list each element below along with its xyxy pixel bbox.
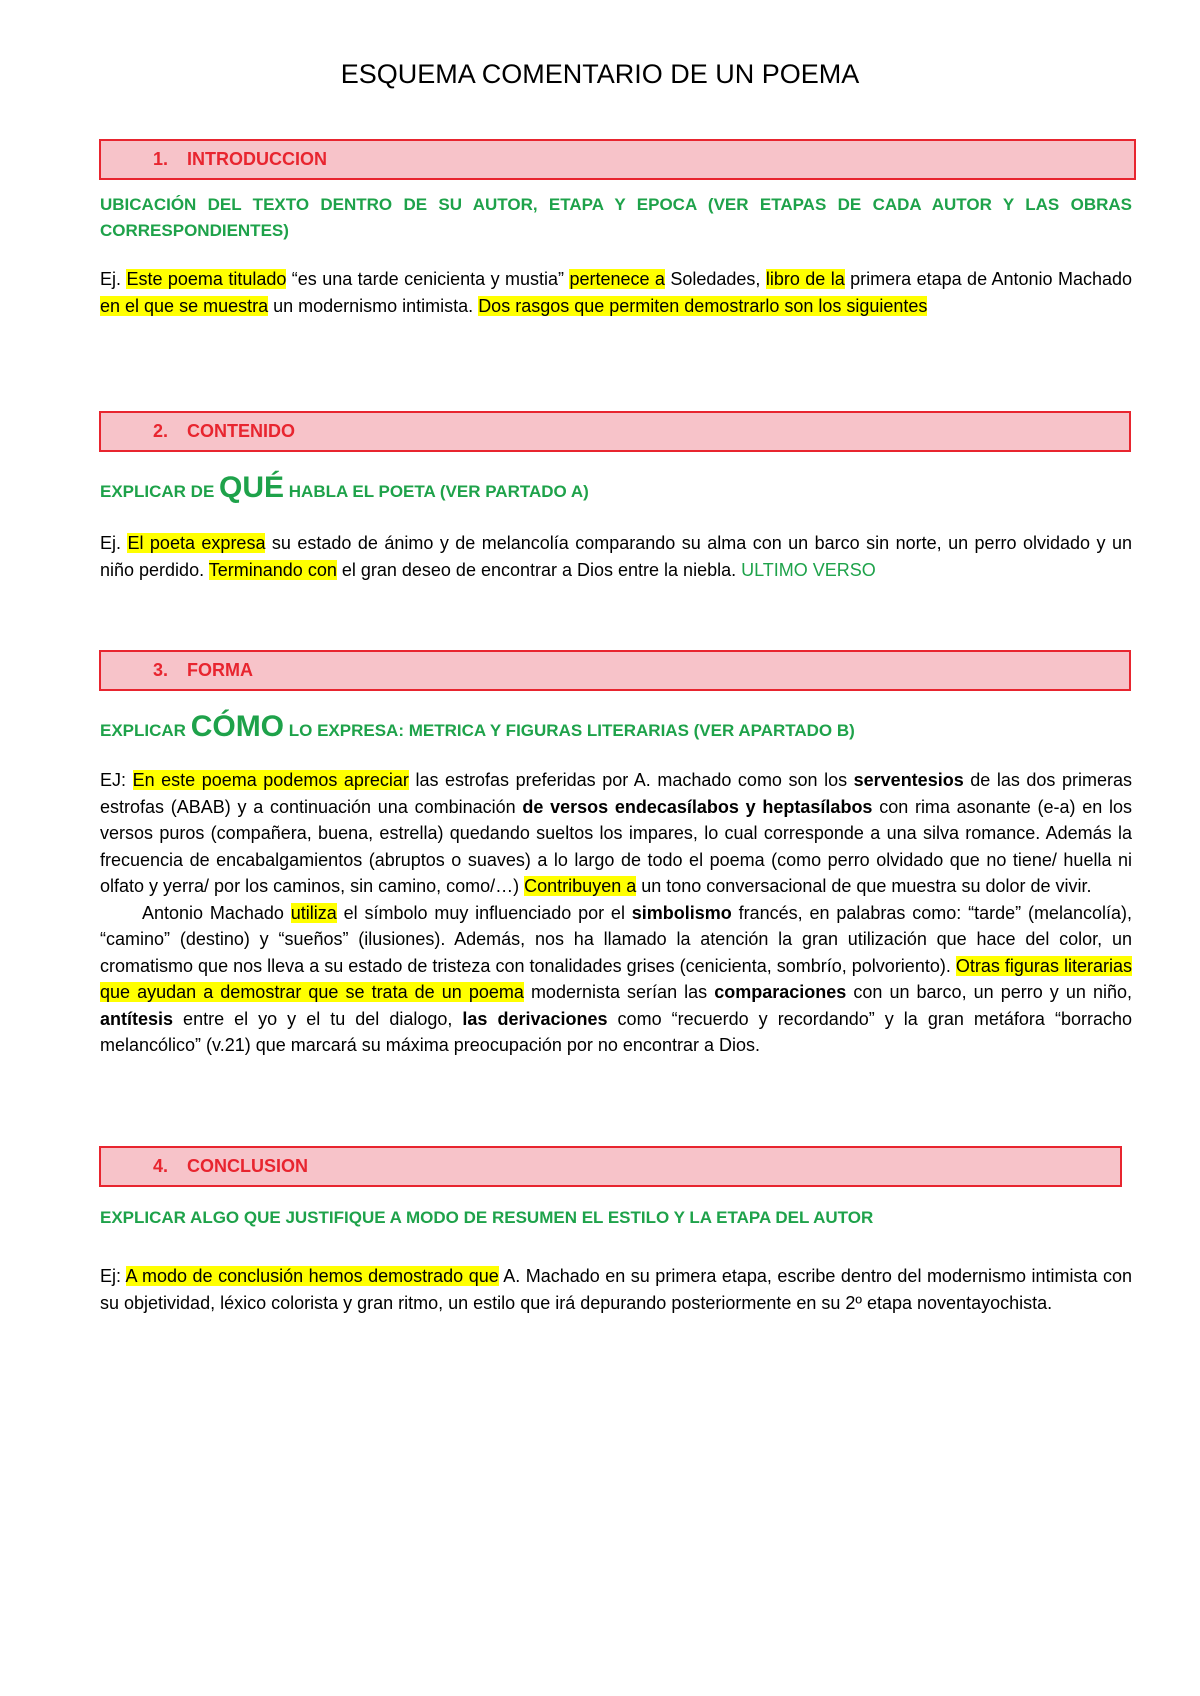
text-run: Soledades, (664, 269, 766, 289)
highlighted-phrase: En este poema podemos apreciar (132, 770, 409, 790)
text-run: las estrofas preferidas por A. machado como son los (408, 770, 854, 790)
text-run: el gran deseo de encontrar a Dios entre la niebla. (336, 559, 742, 580)
section-title: FORMA (187, 660, 253, 680)
highlighted-phrase: El poeta expresa (127, 533, 266, 553)
section-title: INTRODUCCION (187, 149, 327, 169)
text-run: un modernismo intimista. (268, 295, 479, 316)
text-run: el símbolo muy influenciado por el (336, 902, 632, 923)
bold-term: de versos endecasílabos y heptasílabos (522, 796, 873, 817)
section-header-forma (99, 650, 1131, 691)
section-title: CONTENIDO (187, 421, 295, 441)
section-title: CONCLUSION (187, 1156, 308, 1176)
subtitle-text: LO EXPRESA: METRICA Y FIGURAS LITERARIAS (VER APARTADO B) (284, 721, 855, 740)
highlighted-phrase: Dos rasgos que permiten demostrarlo son los siguientes (478, 295, 928, 316)
green-note: ULTIMO VERSO (741, 559, 876, 580)
example-paragraph (100, 767, 1132, 1059)
example-label: Ej. (100, 269, 127, 289)
bold-term: antítesis (100, 1008, 174, 1029)
text-run: de las dos primeras estrofas (ABAB) y a continuación una combinación (100, 770, 1132, 817)
text-run: modernista serían las (523, 982, 715, 1002)
example-paragraph (100, 530, 1132, 583)
subtitle-text: EXPLICAR DE (100, 482, 220, 501)
text-run: primera etapa de Antonio Machado (844, 269, 1133, 289)
highlighted-phrase: utiliza (290, 902, 337, 923)
section-subtitle (100, 710, 1132, 744)
section-number: 4. (153, 1156, 169, 1176)
section-header-contenido (99, 411, 1131, 452)
highlighted-phrase: en el que se muestra (100, 295, 269, 316)
section-subtitle: UBICACIÓN DEL TEXTO DENTRO DE SU AUTOR, ETAPA Y EPOCA (VER ETAPAS DE CADA AUTOR Y LAS OBRAS CORRESPONDIENTES) (100, 195, 1132, 240)
text-run: A. Machado en su primera etapa, escribe dentro del modernismo intimista con su objetividad, léxico colorista y gran ritmo, un estilo que irá depurando posteriormente en su 2º etapa noventayochista. (100, 1266, 1133, 1313)
text-run: con rima asonante (e-a) en los versos puros (compañera, buena, estrella) quedando sueltos los impares, lo cual corresponde a una silva romance. Además la frecuencia de encabalgamientos (abruptos o suaves) a lo largo de todo el poema (como perro olvidado que no tiene/ huella ni olfato y yerra/ por los caminos, sin camino, como/…) (100, 796, 1132, 896)
section-header-introduccion (99, 139, 1136, 180)
highlighted-phrase: pertenece a (569, 269, 665, 289)
highlighted-phrase: libro de la (765, 269, 845, 289)
bold-term: comparaciones (714, 982, 847, 1002)
subtitle-text: HABLA EL POETA (VER PARTADO A) (284, 482, 589, 501)
text-run: con un barco, un perro y un niño, (846, 982, 1132, 1002)
highlighted-phrase: Terminando con (208, 559, 337, 580)
bold-term: las derivaciones (462, 1008, 608, 1029)
bold-term: serventesios (853, 770, 964, 790)
highlighted-phrase: Este poema titulado (126, 269, 287, 289)
text-run: un tono conversacional de que muestra su dolor de vivir. (636, 876, 1092, 896)
highlighted-phrase: Contribuyen a (524, 876, 637, 896)
highlighted-phrase: A modo de conclusión hemos demostrado que (125, 1266, 499, 1286)
text-run: su estado de ánimo y de melancolía comparando su alma con un barco sin norte, un perro olvidado y un niño perdido. (100, 533, 1132, 580)
example-label: Ej: (100, 1266, 126, 1286)
subtitle-emphasis: QUÉ (219, 471, 285, 504)
subtitle-emphasis: CÓMO (190, 710, 285, 743)
text-run: Antonio Machado (142, 902, 291, 923)
example-label: EJ: (100, 770, 133, 790)
section-header-conclusion (99, 1146, 1122, 1187)
text-run: como “recuerdo y recordando” y la gran metáfora “borracho melancólico” (v.21) que marcará su máxima preocupación por no encontrar a Dios. (100, 1008, 1132, 1055)
section-number: 3. (153, 660, 169, 680)
subtitle-text: EXPLICAR (100, 721, 191, 740)
section-number: 1. (153, 149, 169, 169)
page-title: ESQUEMA COMENTARIO DE UN POEMA (340, 59, 860, 89)
example-label: Ej. (100, 533, 128, 553)
highlighted-phrase: Otras figuras literarias que ayudan a demostrar que se trata de un poema (100, 955, 1132, 1002)
text-run: “es una tarde cenicienta y mustia” (286, 269, 570, 289)
section-subtitle: EXPLICAR ALGO QUE JUSTIFIQUE A MODO DE RESUMEN EL ESTILO Y LA ETAPA DEL AUTOR (100, 1208, 874, 1227)
example-paragraph (100, 266, 1132, 319)
example-paragraph (100, 1263, 1132, 1316)
text-run: francés, en palabras como: “tarde” (melancolía), “camino” (destino) y “sueños” (ilusiones). Además, nos ha llamado la atención la gran utilización que hace del color, un cromatismo que nos lleva a su estado de tristeza con tonalidades grises (cenicienta, sombrío, polvoriento). (100, 902, 1132, 976)
text-run: entre el yo y el tu del dialogo, (173, 1008, 463, 1029)
bold-term: simbolismo (631, 902, 732, 923)
section-subtitle (100, 471, 1132, 505)
section-number: 2. (153, 421, 169, 441)
